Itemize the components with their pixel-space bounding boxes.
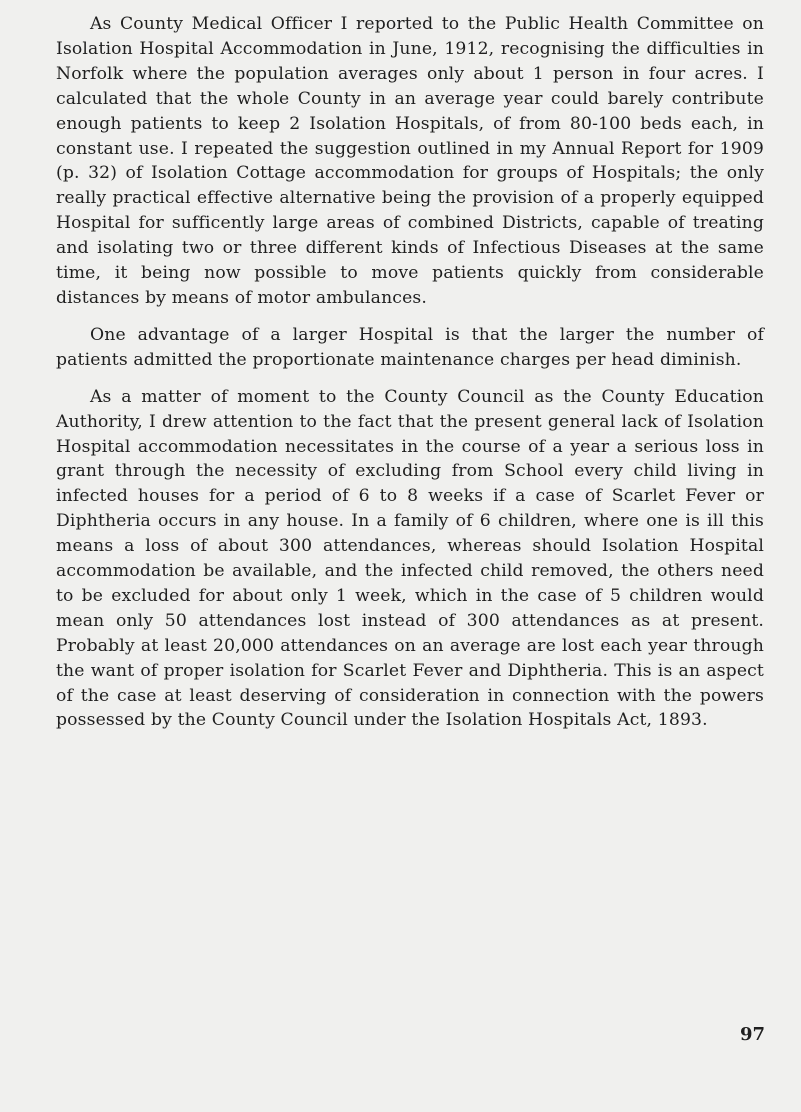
paragraph-3: As a matter of moment to the County Council as the County Education Authority, I drew attention to the fact that the present general lack of Isolation Hospital accommodation necessitates in the course of a year a serious loss in grant through the necessity of excluding from School every child living in infected houses for a period of 6 to 8 weeks if a case of Scarlet Fever or Diphtheria occurs in any house. In a family of 6 children, where one is ill this means a loss of about 300 attendances, whereas should Isolation Hospital accommodation be available, and the infected child removed, the others need to be excluded for about only 1 week, which in the case of 5 children would mean only 50 attendances lost instead of 300 attendances as at present. Probably at least 20,000 attendances on an average are lost each year through the want of proper isolation for Scarlet Fever and Diphtheria. This is an aspect of the case at least deserving of consideration in connection with the powers possessed by the County Council under the Isolation Hospitals Act, 1893. [56,386,764,731]
body-text [56,12,764,733]
paragraph-1: As County Medical Officer I reported to the Public Health Committee on Isolation Hospital Accommodation in June, 1912, recognising the difficulties in Norfolk where the population averages only about 1 person in four acres. I calculated that the whole County in an average year could barely contribute enough patients to keep 2 Isolation Hospitals, of from 80-100 beds each, in constant use. I repeated the suggestion outlined in my Annual Report for 1909 (p. 32) of Isolation Cottage accommodation for groups of Hospitals; the only really practical effective alternative being the provision of a properly equipped Hospital for sufficently large areas of combined Districts, capable of treating and isolating two or three different kinds of Infectious Diseases at the same time, it being now possible to move patients quickly from considerable distances by means of motor ambulances. [56,14,764,308]
page-number: 97 [740,1024,766,1045]
paragraph-2: One advantage of a larger Hospital is that the larger the number of patients admitted the proportionate maintenance charges per head diminish. [56,324,764,370]
